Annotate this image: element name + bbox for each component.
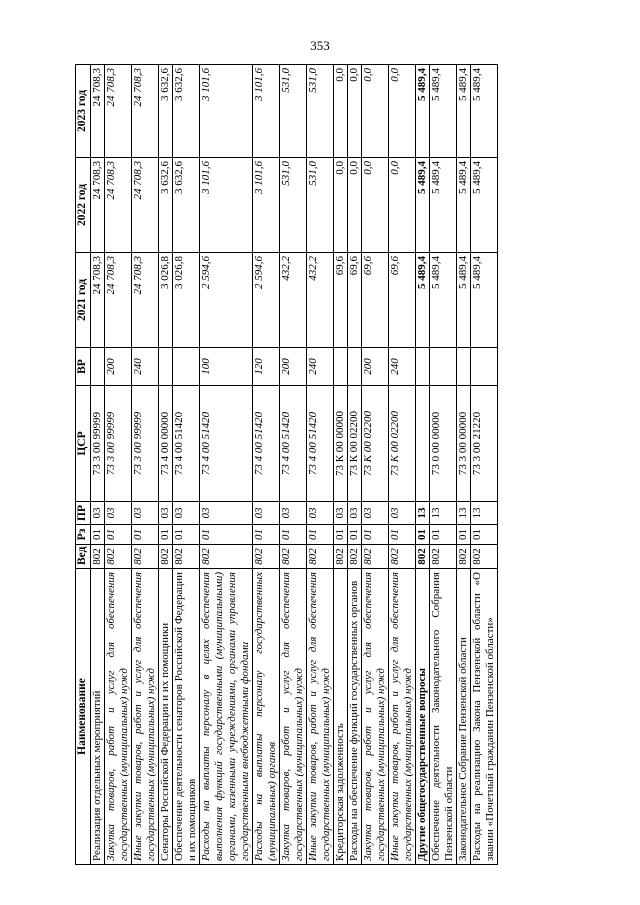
cell-2022: 0,0 [362, 158, 389, 253]
cell-pr: 03 [200, 502, 253, 525]
cell-2021: 432,2 [307, 253, 334, 348]
cell-name: Законодательное Собрание Пензенской области [457, 569, 471, 865]
budget-table-container [75, 65, 580, 865]
cell-2021: 69,6 [348, 253, 362, 348]
cell-pr: 03 [348, 502, 362, 525]
cell-name: Иные закупки товаров, работ и услуг для обеспечения государственных (муниципальных) нужд [307, 569, 334, 865]
cell-2023: 24 708,3 [132, 65, 159, 158]
cell-2023: 5 489,4 [471, 65, 498, 158]
cell-vr [91, 348, 105, 386]
cell-pr: 03 [253, 502, 280, 525]
cell-ved: 802 [457, 545, 471, 569]
cell-ved: 802 [132, 545, 159, 569]
cell-vr: 200 [105, 348, 132, 386]
cell-csr: 73 4 00 51420 [200, 386, 253, 502]
cell-rz: 01 [105, 525, 132, 545]
cell-2022: 531,0 [307, 158, 334, 253]
table-row [389, 65, 416, 865]
cell-2022: 0,0 [389, 158, 416, 253]
header-csr: ЦСР [76, 386, 91, 502]
cell-2022: 5 489,4 [457, 158, 471, 253]
table-row [253, 65, 280, 865]
cell-pr: 03 [280, 502, 307, 525]
cell-2023: 0,0 [334, 65, 348, 158]
cell-pr: 13 [430, 502, 457, 525]
cell-2022: 5 489,4 [416, 158, 430, 253]
cell-csr: 73 К 00 02200 [389, 386, 416, 502]
cell-2023: 5 489,4 [416, 65, 430, 158]
cell-ved: 802 [105, 545, 132, 569]
cell-rz: 01 [159, 525, 173, 545]
cell-pr: 13 [416, 502, 430, 525]
cell-vr [457, 348, 471, 386]
cell-2022: 3 101,6 [253, 158, 280, 253]
cell-vr: 240 [389, 348, 416, 386]
cell-2022: 5 489,4 [471, 158, 498, 253]
table-row [471, 65, 498, 865]
cell-ved: 802 [334, 545, 348, 569]
cell-pr: 03 [91, 502, 105, 525]
cell-pr: 03 [334, 502, 348, 525]
cell-vr: 240 [132, 348, 159, 386]
cell-vr: 240 [307, 348, 334, 386]
cell-2022: 531,0 [280, 158, 307, 253]
cell-2021: 69,6 [362, 253, 389, 348]
cell-csr: 73 0 00 00000 [430, 386, 457, 502]
cell-ved: 802 [430, 545, 457, 569]
cell-ved: 802 [159, 545, 173, 569]
cell-name: Сенаторы Российской Федерации и их помощники [159, 569, 173, 865]
cell-2021: 5 489,4 [457, 253, 471, 348]
cell-2021: 2 594,6 [253, 253, 280, 348]
cell-pr: 03 [362, 502, 389, 525]
cell-vr [430, 348, 457, 386]
cell-ved: 802 [253, 545, 280, 569]
cell-2022: 24 708,3 [91, 158, 105, 253]
cell-csr: 73 К 00 02200 [362, 386, 389, 502]
cell-2023: 3 101,6 [200, 65, 253, 158]
cell-csr: 73 К 00 00000 [334, 386, 348, 502]
cell-pr: 03 [132, 502, 159, 525]
cell-2021: 3 026,8 [173, 253, 200, 348]
cell-2021: 24 708,3 [132, 253, 159, 348]
cell-name: Иные закупки товаров, работ и услуг для обеспечения государственных (муниципальных) нужд [389, 569, 416, 865]
table-row [430, 65, 457, 865]
cell-csr: 73 3 00 21220 [471, 386, 498, 502]
cell-csr: 73 4 00 51420 [307, 386, 334, 502]
table-row [159, 65, 173, 865]
table-row [280, 65, 307, 865]
cell-vr [416, 348, 430, 386]
cell-2023: 0,0 [348, 65, 362, 158]
header-rz: Рз [76, 525, 91, 545]
cell-ved: 802 [200, 545, 253, 569]
cell-rz: 01 [173, 525, 200, 545]
cell-2023: 3 632,6 [173, 65, 200, 158]
cell-2023: 0,0 [362, 65, 389, 158]
cell-2022: 24 708,3 [132, 158, 159, 253]
table-row [200, 65, 253, 865]
cell-2021: 5 489,4 [416, 253, 430, 348]
cell-2022: 0,0 [334, 158, 348, 253]
cell-csr: 73 4 00 51420 [280, 386, 307, 502]
cell-ved: 802 [416, 545, 430, 569]
cell-rz: 01 [132, 525, 159, 545]
cell-2021: 24 708,3 [105, 253, 132, 348]
table-row [105, 65, 132, 865]
cell-2023: 3 632,6 [159, 65, 173, 158]
cell-rz: 01 [430, 525, 457, 545]
cell-name: Реализация отдельных мероприятий [91, 569, 105, 865]
cell-2023: 24 708,3 [91, 65, 105, 158]
cell-csr: 73 3 00 99999 [91, 386, 105, 502]
cell-vr [159, 348, 173, 386]
cell-pr: 03 [105, 502, 132, 525]
cell-2023: 531,0 [280, 65, 307, 158]
cell-rz: 01 [280, 525, 307, 545]
cell-2023: 5 489,4 [457, 65, 471, 158]
cell-vr: 120 [253, 348, 280, 386]
cell-pr: 03 [159, 502, 173, 525]
cell-2023: 3 101,6 [253, 65, 280, 158]
cell-name: Иные закупки товаров, работ и услуг для обеспечения государственных (муниципальных) нужд [132, 569, 159, 865]
cell-2021: 2 594,6 [200, 253, 253, 348]
cell-name: Закупка товаров, работ и услуг для обеспечения государственных (муниципальных) нужд [362, 569, 389, 865]
table-row [348, 65, 362, 865]
cell-rz: 01 [334, 525, 348, 545]
cell-ved: 802 [389, 545, 416, 569]
cell-2023: 0,0 [389, 65, 416, 158]
cell-ved: 802 [280, 545, 307, 569]
cell-2023: 24 708,3 [105, 65, 132, 158]
cell-2022: 0,0 [348, 158, 362, 253]
cell-rz: 01 [253, 525, 280, 545]
header-name: Наименование [76, 569, 91, 865]
cell-csr [416, 386, 430, 502]
header-2022: 2022 год [76, 158, 91, 253]
cell-csr: 73 4 00 00000 [159, 386, 173, 502]
page-number: 353 [310, 38, 330, 53]
table-body [91, 65, 498, 865]
cell-name: Кредиторская задолженность [334, 569, 348, 865]
table-header-row [76, 65, 91, 865]
cell-ved: 802 [471, 545, 498, 569]
table-row [173, 65, 200, 865]
cell-2021: 5 489,4 [471, 253, 498, 348]
table-row [334, 65, 348, 865]
cell-rz: 01 [389, 525, 416, 545]
table-row [132, 65, 159, 865]
cell-csr: 73 4 00 51420 [253, 386, 280, 502]
header-ved: Вед [76, 545, 91, 569]
cell-pr: 03 [173, 502, 200, 525]
cell-rz: 01 [200, 525, 253, 545]
cell-vr: 200 [362, 348, 389, 386]
header-2021: 2021 год [76, 253, 91, 348]
cell-csr: 73 4 00 51420 [173, 386, 200, 502]
table-row [91, 65, 105, 865]
cell-2021: 69,6 [389, 253, 416, 348]
cell-name: Расходы на выплаты персоналу в целях обеспечения выполнения функций государственными (муниципальными) органами, казенными учреждениями, органами управления государственными внебюджетными фондами [200, 569, 253, 865]
cell-vr [334, 348, 348, 386]
cell-2021: 5 489,4 [430, 253, 457, 348]
cell-ved: 802 [307, 545, 334, 569]
cell-2023: 5 489,4 [430, 65, 457, 158]
cell-2021: 3 026,8 [159, 253, 173, 348]
header-vr: ВР [76, 348, 91, 386]
cell-vr [471, 348, 498, 386]
cell-pr: 13 [457, 502, 471, 525]
cell-rz: 01 [471, 525, 498, 545]
cell-rz: 01 [307, 525, 334, 545]
cell-pr: 13 [471, 502, 498, 525]
cell-vr: 100 [200, 348, 253, 386]
cell-name: Закупка товаров, работ и услуг для обеспечения государственных (муниципальных) нужд [105, 569, 132, 865]
table-row [457, 65, 471, 865]
cell-csr: 73 3 00 00000 [457, 386, 471, 502]
cell-2021: 69,6 [334, 253, 348, 348]
table-row [307, 65, 334, 865]
cell-2022: 5 489,4 [430, 158, 457, 253]
cell-2021: 432,2 [280, 253, 307, 348]
cell-name: Расходы на обеспечение функций государственных органов [348, 569, 362, 865]
cell-csr: 73 3 00 99999 [132, 386, 159, 502]
cell-2022: 3 101,6 [200, 158, 253, 253]
cell-vr: 200 [280, 348, 307, 386]
cell-rz: 01 [362, 525, 389, 545]
cell-name: Обеспечение деятельности сенаторов Российской Федерации и их помощников [173, 569, 200, 865]
cell-2021: 24 708,3 [91, 253, 105, 348]
cell-2022: 24 708,3 [105, 158, 132, 253]
cell-name: Закупка товаров, работ и услуг для обеспечения государственных (муниципальных) нужд [280, 569, 307, 865]
cell-name: Обеспечение деятельности Законодательного Собрания Пензенской области [430, 569, 457, 865]
cell-ved: 802 [348, 545, 362, 569]
cell-ved: 802 [362, 545, 389, 569]
cell-rz: 01 [457, 525, 471, 545]
cell-vr [348, 348, 362, 386]
cell-2023: 531,0 [307, 65, 334, 158]
cell-csr: 73 3 00 99999 [105, 386, 132, 502]
header-2023: 2023 год [76, 65, 91, 158]
cell-ved: 802 [173, 545, 200, 569]
cell-name: Расходы на выплаты персоналу государственных (муниципальных) органов [253, 569, 280, 865]
cell-ved: 802 [91, 545, 105, 569]
cell-name: Другие общегосударственные вопросы [416, 569, 430, 865]
cell-2022: 3 632,6 [159, 158, 173, 253]
cell-name: Расходы на реализацию Закона Пензенской области «О звании «Почетный гражданин Пензенской области» [471, 569, 498, 865]
cell-csr: 73 К 00 02200 [348, 386, 362, 502]
budget-table [75, 64, 498, 865]
cell-2022: 3 632,6 [173, 158, 200, 253]
cell-rz: 01 [416, 525, 430, 545]
cell-pr: 03 [307, 502, 334, 525]
cell-rz: 01 [348, 525, 362, 545]
table-row [362, 65, 389, 865]
table-row [416, 65, 430, 865]
cell-vr [173, 348, 200, 386]
cell-rz: 01 [91, 525, 105, 545]
cell-pr: 03 [389, 502, 416, 525]
header-pr: ПР [76, 502, 91, 525]
